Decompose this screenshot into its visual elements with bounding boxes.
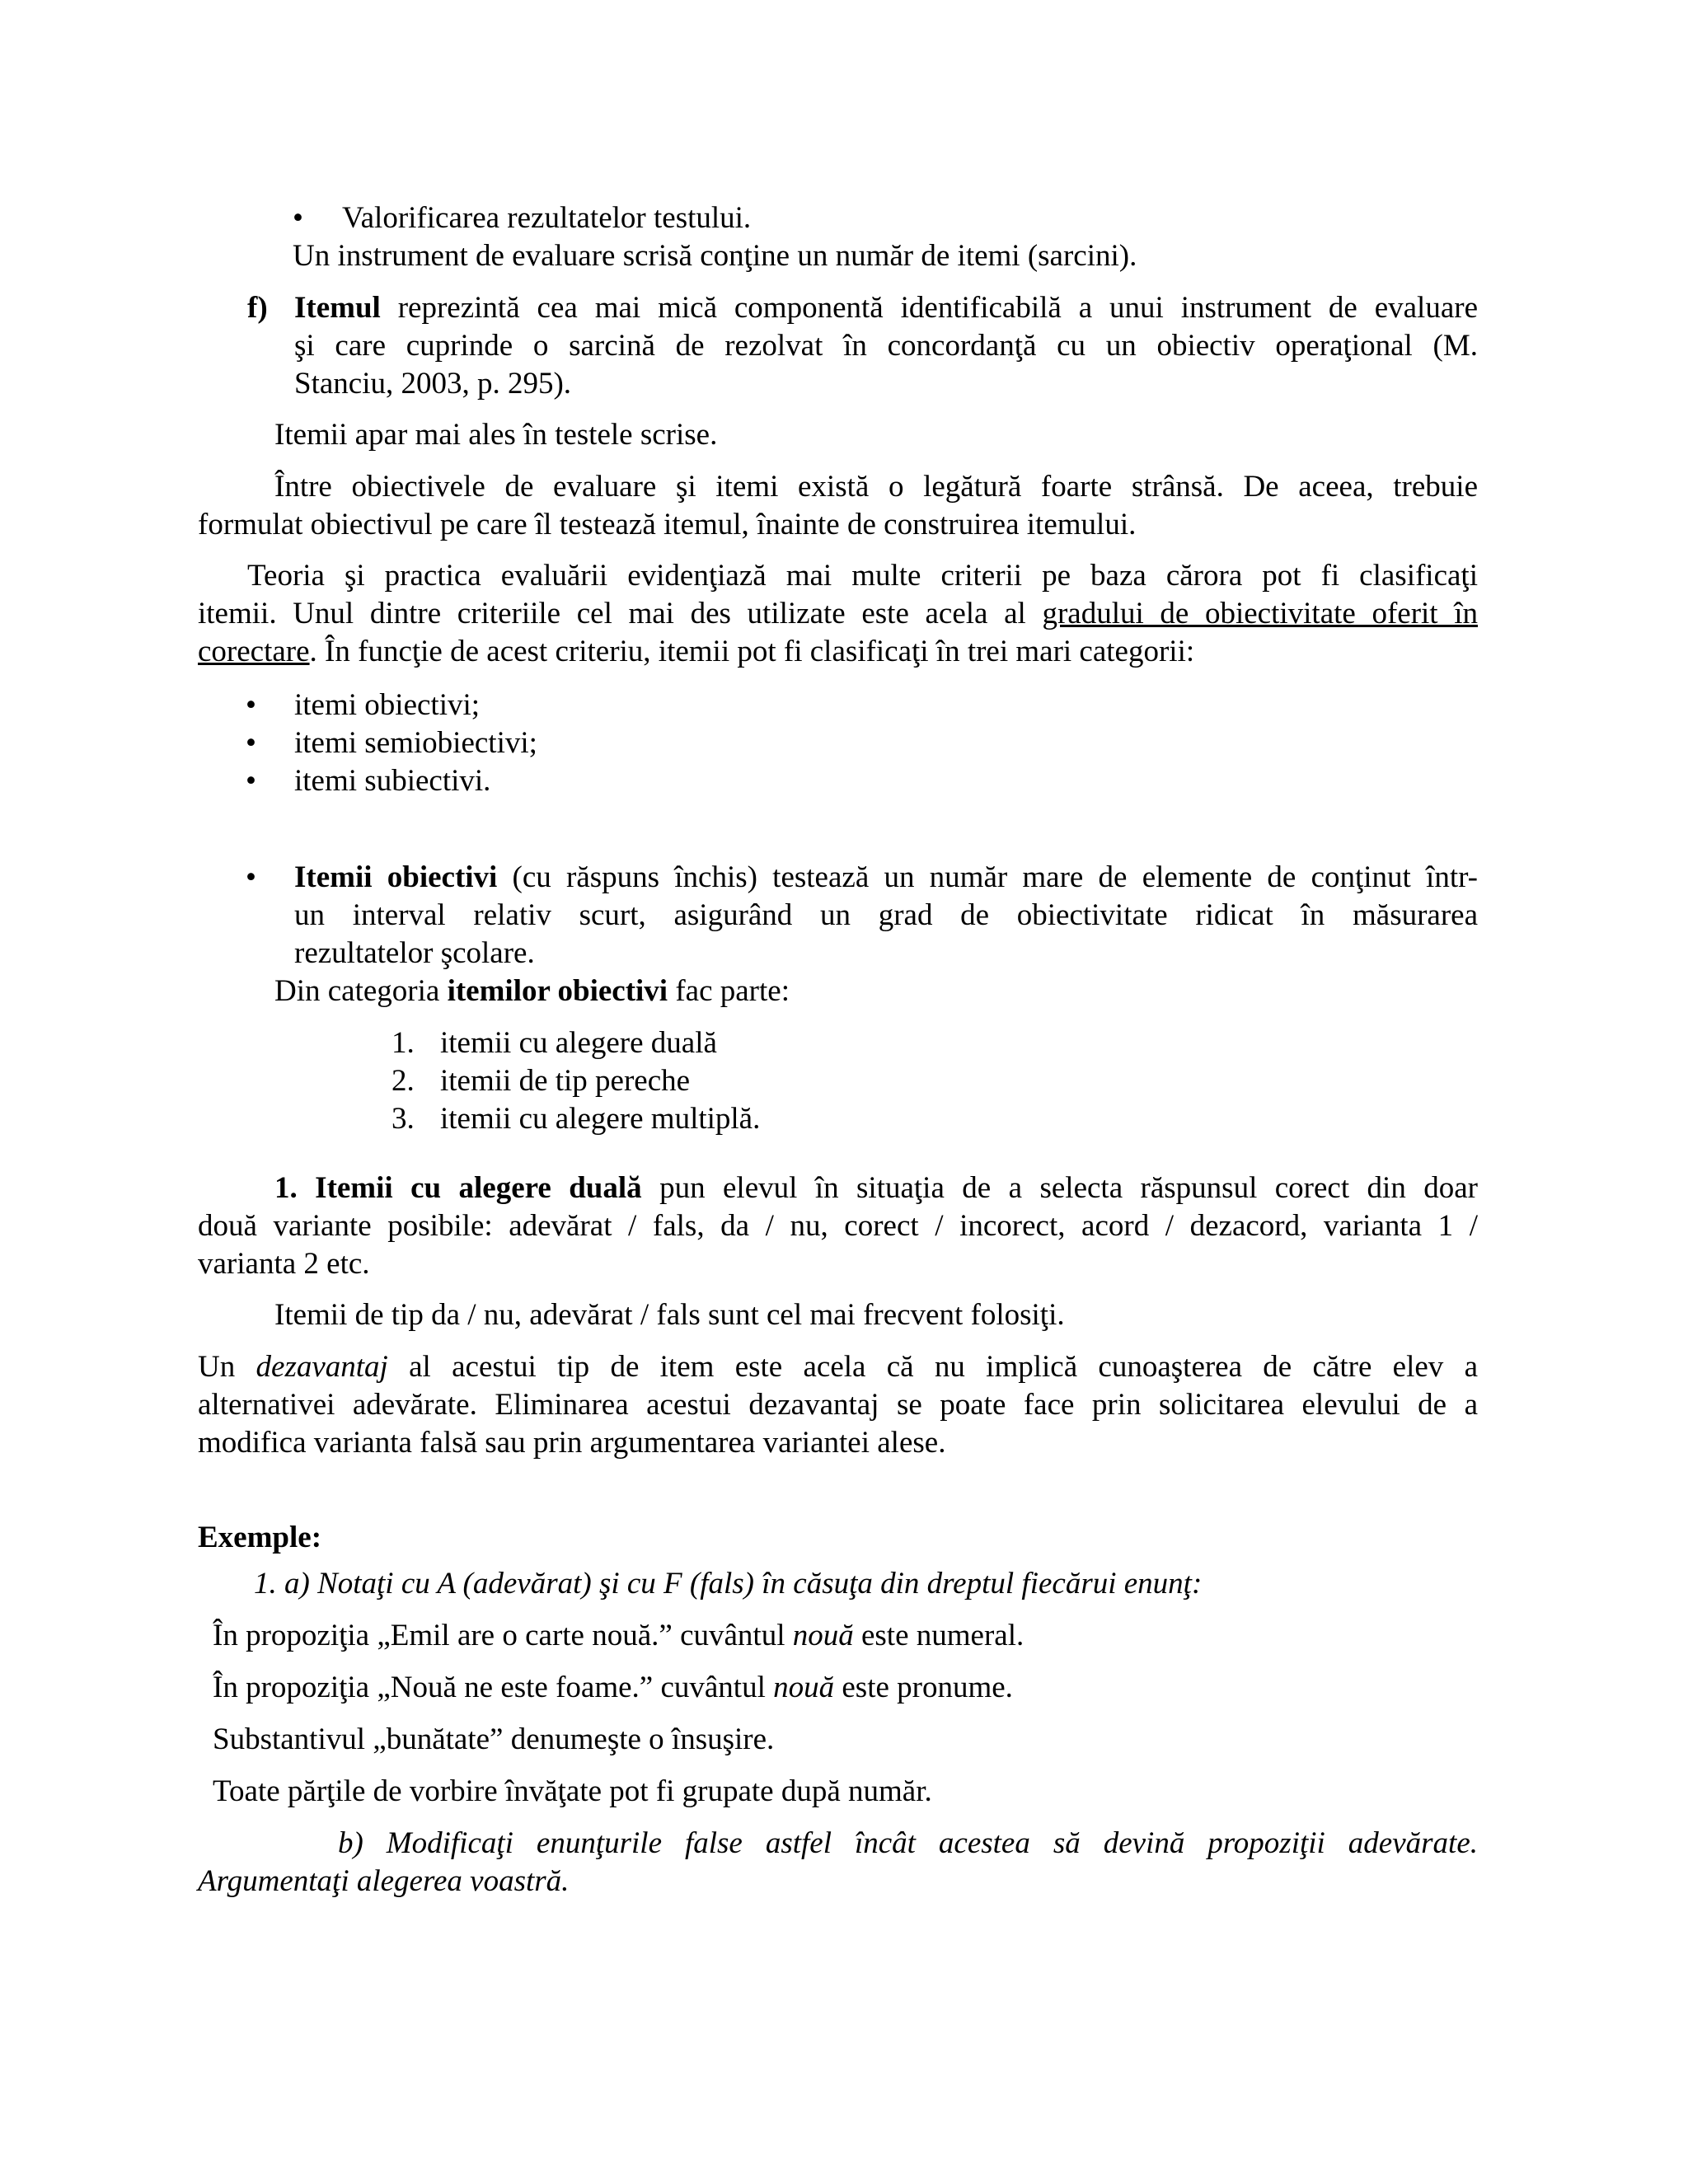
numbered-num: 2. bbox=[392, 1064, 415, 1098]
obiectivi-term: Itemii obiectivi bbox=[294, 860, 498, 894]
dezavantaj-term: dezavantaj bbox=[256, 1350, 388, 1384]
obiectivi-line-2: un interval relativ scurt, asigurând un grad de obiectivitate ridicat în măsurarea bbox=[294, 898, 1478, 932]
underlined-phrase: gradului de obiectivitate oferit în bbox=[1042, 597, 1478, 630]
statement-row: Toate părţile de vorbire învăţate pot fi grupate după număr. bbox=[213, 1774, 932, 1808]
category-item: itemi subiectivi. bbox=[294, 764, 491, 798]
numbered-num: 1. bbox=[392, 1026, 415, 1060]
exemple-heading: Exemple: bbox=[198, 1521, 322, 1554]
obiectivi-line-1: Itemii obiectivi (cu răspuns închis) testează un număr mare de elemente de conţinut într- bbox=[294, 860, 1479, 894]
numbered-num: 3. bbox=[392, 1102, 415, 1136]
instrument-line: Un instrument de evaluare scrisă conţine un număr de itemi (sarcini). bbox=[293, 239, 1137, 273]
item-f-line-2: şi care cuprinde o sarcină de rezolvat în concordanţă cu un obiectiv operaţional (M. bbox=[294, 329, 1478, 363]
bullet-icon: • bbox=[246, 764, 256, 798]
item-f-line-1: Itemul reprezintă cea mai mică componentă identificabilă a unui instrument de evaluare bbox=[294, 291, 1478, 325]
itemi-apar: Itemii apar mai ales în testele scrise. bbox=[274, 418, 718, 452]
teoria-line-2: itemii. Unul dintre criteriile cel mai des utilizate este acela al gradului de obiectivitate oferit în bbox=[198, 597, 1478, 630]
bullet-icon: • bbox=[293, 201, 303, 235]
duala-line-1: 1. Itemii cu alegere duală pun elevul în situaţia de a selecta răspunsul corect din doar bbox=[274, 1171, 1478, 1205]
intre-line-1: Între obiectivele de evaluare şi itemi există o legătură foarte strânsă. De aceea, trebuie bbox=[274, 470, 1478, 504]
exercise-a: 1. a) Notaţi cu A (adevărat) şi cu F (fals) în căsuţa din dreptul fiecărui enunţ: bbox=[254, 1567, 1203, 1601]
category-item: itemi semiobiectivi; bbox=[294, 726, 537, 760]
numbered-item: itemii cu alegere multiplă. bbox=[440, 1102, 761, 1136]
dezavantaj-line-2: alternativei adevărate. Eliminarea acestui dezavantaj se poate face prin solicitarea elevului de a bbox=[198, 1388, 1478, 1422]
category-bullet-2 bbox=[246, 724, 256, 762]
obiectivi-line-3: rezultatelor şcolare. bbox=[294, 936, 535, 970]
duala-term: 1. Itemii cu alegere duală bbox=[274, 1171, 642, 1205]
teoria-line-3: corectare. În funcţie de acest criteriu, itemii pot fi clasificaţi în trei mari categorii: bbox=[198, 635, 1195, 668]
item-f-term: Itemul bbox=[294, 291, 381, 325]
numbered-item: itemii de tip pereche bbox=[440, 1064, 691, 1098]
obiectivi-bullet bbox=[246, 859, 256, 897]
bullet-icon: • bbox=[246, 688, 256, 722]
intre-line-2: formulat obiectivul pe care îl testează itemul, înainte de construirea itemului. bbox=[198, 508, 1137, 541]
category-bullet-3 bbox=[246, 762, 256, 800]
bullet-icon: • bbox=[246, 726, 256, 760]
dezavantaj-line-3: modifica varianta falsă sau prin argumentarea variantei alese. bbox=[198, 1426, 946, 1460]
numbered-item: itemii cu alegere duală bbox=[440, 1026, 717, 1060]
dezavantaj-line-1: Un dezavantaj al acestui tip de item este acela că nu implică cunoaşterea de către elev a bbox=[198, 1350, 1478, 1384]
statement-row: Substantivul „bunătate” denumeşte o însuşire. bbox=[213, 1722, 775, 1756]
bullet-valorificarea bbox=[293, 199, 303, 237]
bullet-icon: • bbox=[246, 860, 256, 894]
teoria-line-1: Teoria şi practica evaluării evidenţiază mai multe criterii pe baza cărora pot fi clasificaţi bbox=[247, 559, 1478, 593]
top-bullet-text: Valorificarea rezultatelor testului. bbox=[342, 201, 752, 235]
category-bullet-1 bbox=[246, 687, 256, 724]
exercise-b-line-1: b) Modificaţi enunţurile false astfel încât acestea să devină propoziţii adevărate. bbox=[338, 1826, 1478, 1860]
din-categoria: Din categoria itemilor obiectivi fac parte: bbox=[274, 974, 790, 1008]
item-f-label: f) bbox=[247, 291, 268, 325]
exercise-b-line-2: Argumentaţi alegerea voastră. bbox=[198, 1864, 570, 1898]
category-item: itemi obiectivi; bbox=[294, 688, 481, 722]
frecvent-line: Itemii de tip da / nu, adevărat / fals sunt cel mai frecvent folosiţi. bbox=[274, 1298, 1065, 1332]
statement-row: În propoziţia „Emil are o carte nouă.” cuvântul nouă este numeral. bbox=[213, 1619, 1025, 1652]
duala-line-3: varianta 2 etc. bbox=[198, 1247, 370, 1281]
item-f-line-3: Stanciu, 2003, p. 295). bbox=[294, 367, 572, 401]
duala-line-2: două variante posibile: adevărat / fals, da / nu, corect / incorect, acord / dezacord, varianta 1 / bbox=[198, 1209, 1478, 1243]
statement-row: În propoziţia „Nouă ne este foame.” cuvântul nouă este pronume. bbox=[213, 1671, 1013, 1704]
